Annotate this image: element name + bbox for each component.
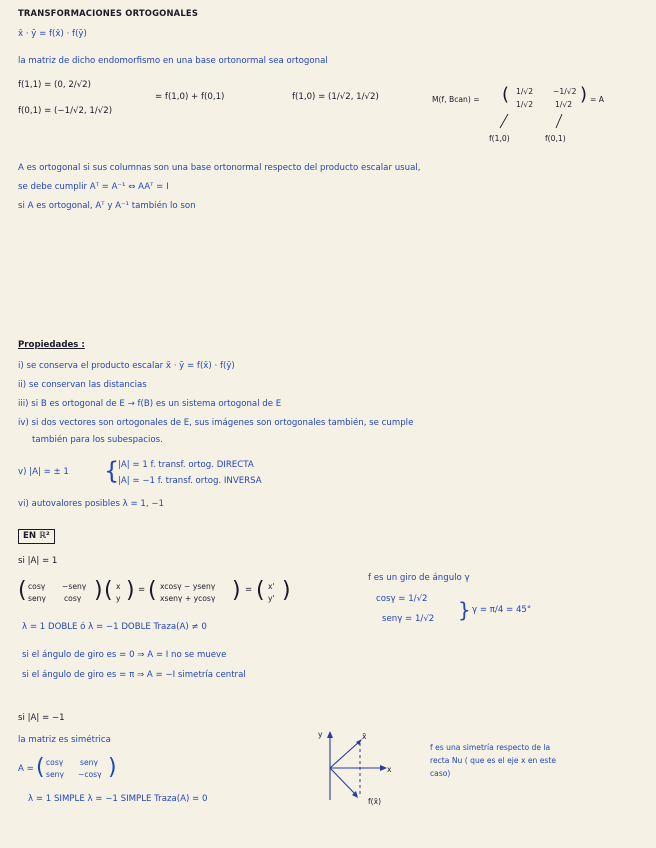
- matrix-a21: 1/√2: [516, 100, 534, 109]
- matrix-label: M(f, Bcan) =: [432, 95, 480, 104]
- rot-paren-r: ): [94, 578, 103, 603]
- case2-note-2: recta Nu ( que es el eje x en este: [430, 756, 557, 765]
- sym-paren-r: ): [108, 755, 117, 780]
- property-4: iv) si dos vectores son ortogonales de E, sus imágenes son ortogonales también, se cumple: [18, 418, 414, 428]
- case1-eigen: λ = 1 DOBLE ó λ = −1 DOBLE Traza(A) ≠ 0: [22, 622, 207, 632]
- sym-a21: senγ: [46, 770, 64, 779]
- ortho-def-3: si A es ortogonal, Aᵀ y A⁻¹ también lo son: [18, 201, 196, 211]
- case1-heading: si |A| = 1: [18, 556, 58, 566]
- det-case-inverse: |A| = −1 f. transf. ortog. INVERSA: [118, 476, 262, 486]
- diagram-y-label: y: [318, 730, 323, 739]
- sym-paren-l: (: [36, 755, 45, 780]
- angle-value: γ = π/4 = 45°: [472, 605, 532, 615]
- diagram-x-label: x: [387, 765, 392, 774]
- case2-sym-line: la matriz es simétrica: [18, 735, 111, 745]
- case2-note-1: f es una simetría respecto de la: [430, 743, 551, 752]
- intro-line: la matriz de dicho endomorfismo en una base ortonormal sea ortogonal: [18, 56, 328, 66]
- f11-line: f(1,1) = (0, 2/√2): [18, 80, 92, 90]
- definition: x̄ · ȳ = f(x̄) · f(ȳ): [18, 29, 87, 39]
- vec-y: y: [116, 594, 121, 603]
- det-brace: {: [104, 457, 120, 485]
- pointer-col1: [500, 114, 508, 128]
- sym-a22: −cosγ: [78, 770, 102, 779]
- property-5: v) |A| = ± 1: [18, 467, 69, 477]
- matrix-right-paren: ): [580, 84, 588, 105]
- res-paren-l: (: [148, 578, 157, 603]
- property-6: vi) autovalores posibles λ = 1, −1: [18, 499, 165, 509]
- page-title: TRANSFORMACIONES ORTOGONALES: [18, 8, 199, 18]
- case2-note-3: caso): [430, 769, 451, 778]
- rot-a12: −senγ: [62, 582, 87, 591]
- sym-a11: cosγ: [46, 758, 64, 767]
- res2-paren-r: ): [282, 578, 291, 603]
- det-case-direct: |A| = 1 f. transf. ortog. DIRECTA: [118, 460, 254, 470]
- vec-paren-l: (: [104, 578, 113, 603]
- f11-sum: = f(1,0) + f(0,1): [155, 92, 225, 102]
- case2-a-label: A =: [18, 764, 34, 774]
- col1-label: f(1,0): [489, 134, 510, 143]
- matrix-left-paren: (: [502, 84, 510, 105]
- ortho-def-1: A es ortogonal si sus columnas son una base ortonormal respecto del producto escalar usual,: [18, 163, 421, 173]
- rot-a21: senγ: [28, 594, 46, 603]
- rot-a11: cosγ: [28, 582, 46, 591]
- case1-giro-pi: si el ángulo de giro es = π ⇒ A = −I simetría central: [22, 670, 246, 680]
- vec-paren-r: ): [126, 578, 135, 603]
- f10-line: f(1,0) = (1/√2, 1/√2): [292, 92, 379, 102]
- r2-box-label: EN ℝ²: [18, 529, 55, 544]
- res-row-1: xcosγ − ysenγ: [160, 582, 216, 591]
- case2-eigen: λ = 1 SIMPLE λ = −1 SIMPLE Traza(A) = 0: [28, 794, 208, 804]
- pointer-col2: [556, 114, 562, 128]
- res2-x: x': [268, 582, 275, 591]
- res-row-2: xsenγ + ycosγ: [160, 594, 216, 603]
- matrix-a11: 1/√2: [516, 87, 534, 96]
- eq-sign-2: =: [245, 585, 253, 595]
- f01-line: f(0,1) = (−1/√2, 1/√2): [18, 106, 113, 116]
- sym-a12: senγ: [80, 758, 98, 767]
- angle-brace: }: [458, 598, 471, 622]
- case2-heading: si |A| = −1: [18, 713, 65, 723]
- cos-line: cosγ = 1/√2: [376, 594, 428, 604]
- matrix-a22: 1/√2: [555, 100, 573, 109]
- property-2: ii) se conservan las distancias: [18, 380, 147, 390]
- diagram-fx-label: f(x̄): [368, 797, 382, 806]
- property-1: i) se conserva el producto escalar x̄ · ȳ = f(x̄) · f(ȳ): [18, 361, 235, 371]
- case1-giro-0: si el ángulo de giro es = 0 ⇒ A = I no se mueve: [22, 650, 227, 660]
- property-3: iii) si B es ortogonal de E → f(B) es un sistema ortogonal de E: [18, 399, 282, 409]
- rot-paren-l: (: [18, 578, 27, 603]
- giro-text: f es un giro de ángulo γ: [368, 573, 470, 583]
- res2-y: y': [268, 594, 275, 603]
- properties-title: Propiedades :: [18, 340, 85, 350]
- rot-a22: cosγ: [64, 594, 82, 603]
- col2-label: f(0,1): [545, 134, 566, 143]
- vec-x: x: [116, 582, 121, 591]
- res-paren-r: ): [232, 578, 241, 603]
- eq-sign-1: =: [138, 585, 146, 595]
- ortho-def-2: se debe cumplir Aᵀ = A⁻¹ ⇔ AAᵀ = I: [18, 182, 169, 192]
- sen-line: senγ = 1/√2: [382, 614, 435, 624]
- diagram-xbar-label: x̄: [362, 732, 367, 741]
- matrix-a12: −1/√2: [553, 87, 577, 96]
- matrix-eq-a: = A: [590, 95, 604, 104]
- res2-paren-l: (: [256, 578, 265, 603]
- property-4-cont: también para los subespacios.: [32, 435, 163, 445]
